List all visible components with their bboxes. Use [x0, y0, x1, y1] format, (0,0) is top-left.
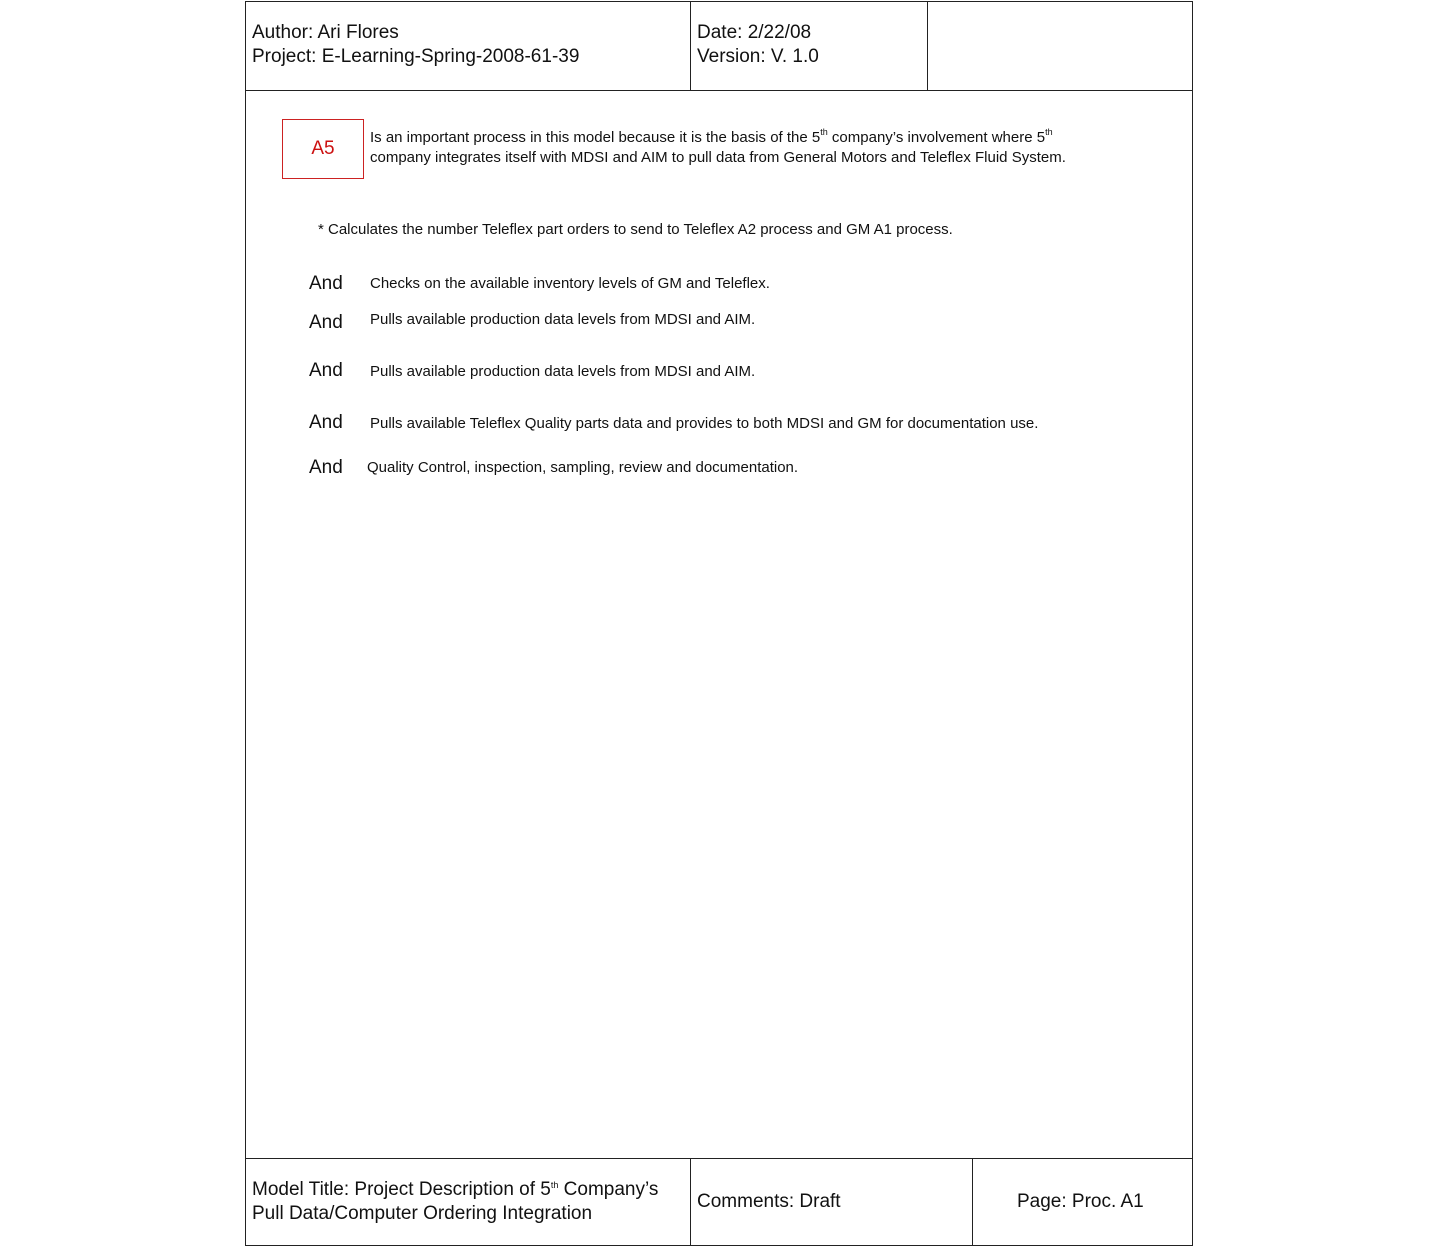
intro-line-2: company integrates itself with MDSI and AIM to pull data from General Motors and Teleflex Fluid System.: [370, 149, 1066, 166]
header-divider: [246, 90, 1192, 91]
and-connector: And: [309, 457, 343, 478]
project-text: Project: E-Learning-Spring-2008-61-39: [252, 46, 580, 67]
model-title-superscript: th: [550, 1180, 559, 1190]
and-connector: And: [309, 412, 343, 433]
intro-line-1-part-b: company’s involvement where 5: [827, 129, 1046, 146]
a5-label: A5: [311, 138, 335, 159]
and-item-text: Checks on the available inventory levels of GM and Teleflex.: [370, 275, 770, 292]
header-column-divider-1: [690, 2, 691, 90]
calculation-note: * Calculates the number Teleflex part orders to send to Teleflex A2 process and GM A1 process.: [318, 221, 953, 238]
version-text: Version: V. 1.0: [697, 46, 819, 67]
model-title-line-1: [252, 1178, 658, 1202]
footer-model-title-cell: [252, 1178, 658, 1226]
header-date-cell: [697, 21, 819, 69]
and-connector: And: [309, 312, 343, 333]
model-title-part-a: Model Title: Project Description of 5: [252, 1179, 551, 1200]
date-text: Date: 2/22/08: [697, 22, 812, 43]
document-page: [245, 1, 1193, 1246]
comments-text: Comments: Draft: [697, 1191, 841, 1212]
and-connector: And: [309, 360, 343, 381]
page-number-text: Page: Proc. A1: [1017, 1191, 1144, 1212]
footer-divider: [246, 1158, 1192, 1159]
and-item-text: Pulls available production data levels from MDSI and AIM.: [370, 363, 756, 380]
and-item-text: Pulls available Teleflex Quality parts data and provides to both MDSI and GM for documentation use.: [370, 415, 1039, 432]
model-title-line-2: Pull Data/Computer Ordering Integration: [252, 1203, 593, 1224]
a5-process-box: [282, 119, 364, 179]
header-author-cell: [252, 21, 579, 69]
author-text: Author: Ari Flores: [252, 22, 399, 43]
intro-line-1: [370, 128, 1066, 148]
and-item-text: Pulls available production data levels from MDSI and AIM.: [370, 311, 756, 328]
intro-paragraph: [370, 128, 1066, 168]
intro-line-1-part-a: Is an important process in this model because it is the basis of the 5: [370, 129, 821, 146]
footer-column-divider-2: [972, 1158, 973, 1246]
and-item-text: Quality Control, inspection, sampling, review and documentation.: [367, 459, 799, 476]
header-column-divider-2: [927, 2, 928, 90]
header-empty-cell: [934, 21, 1188, 69]
intro-superscript-1: th: [820, 127, 828, 137]
and-connector: And: [309, 273, 343, 294]
intro-superscript-2: th: [1045, 127, 1053, 137]
footer-column-divider-1: [690, 1158, 691, 1246]
model-title-part-b: Company’s: [558, 1179, 659, 1200]
